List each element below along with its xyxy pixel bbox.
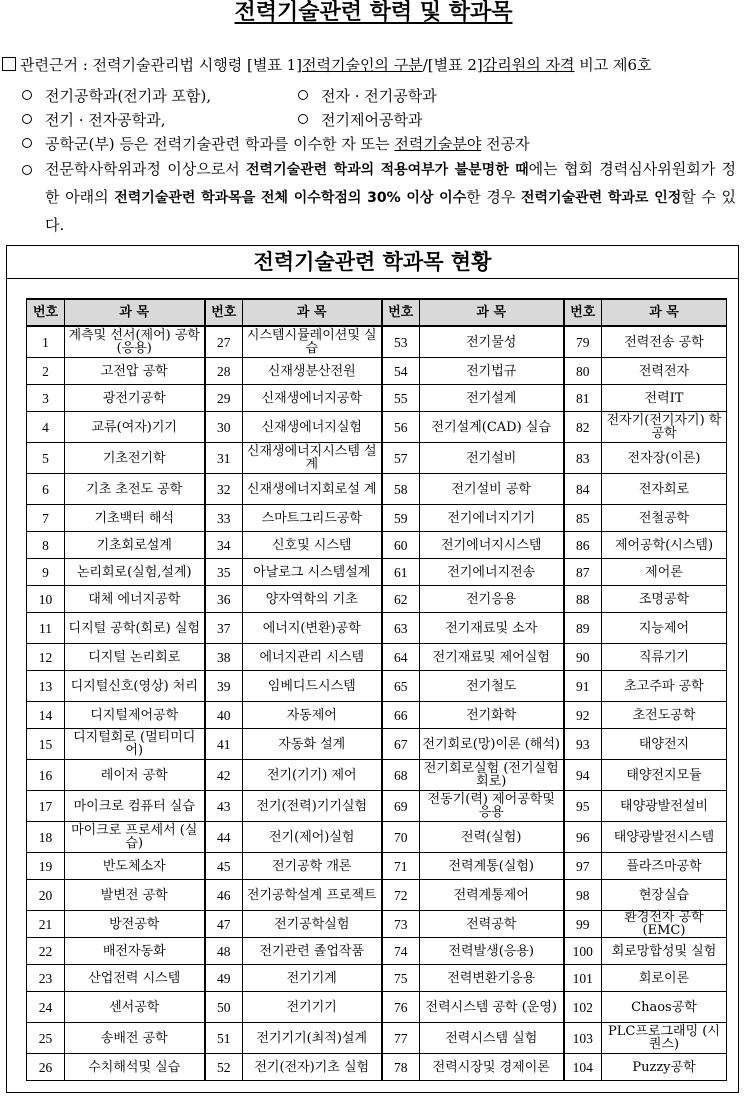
subject-name: 신재생에너지시스템 설계: [243, 443, 382, 474]
subject-number: 75: [382, 965, 420, 992]
subject-name: 디지털제어공학: [65, 702, 205, 729]
table-row: [27, 853, 727, 880]
subject-number: 43: [205, 791, 243, 822]
subject-number: 82: [564, 412, 602, 443]
subject-number: 70: [382, 822, 420, 853]
table-row: [27, 586, 727, 613]
subject-name: 광전기공학: [65, 385, 205, 412]
subject-name: 태양전지: [602, 729, 727, 760]
subject-name: 전력전송 공학: [602, 326, 727, 358]
subject-name: 전기화학: [420, 702, 564, 729]
table-row: [27, 474, 727, 505]
subject-name: 기초백터 해석: [65, 505, 205, 532]
table-row: [27, 326, 727, 358]
subject-name: 송배전 공학: [65, 1023, 205, 1054]
subject-number: 101: [564, 965, 602, 992]
subject-name: 신재생에너지실험: [243, 412, 382, 443]
circle-bullet-icon: [22, 138, 32, 148]
subject-number: 95: [564, 791, 602, 822]
subject-name: 전철공학: [602, 505, 727, 532]
subject-number: 77: [382, 1023, 420, 1054]
subject-number: 91: [564, 671, 602, 702]
subject-number: 55: [382, 385, 420, 412]
subject-name: 전기관련 졸업작품: [243, 938, 382, 965]
subject-number: 7: [27, 505, 65, 532]
table-row: [27, 505, 727, 532]
subject-number: 20: [27, 880, 65, 911]
header-subject: 과 목: [243, 299, 382, 326]
subject-name: 전력계통제어: [420, 880, 564, 911]
subject-number: 1: [27, 326, 65, 358]
subject-number: 9: [27, 559, 65, 586]
table-row: [27, 938, 727, 965]
subject-number: 89: [564, 613, 602, 644]
circle-bullet-icon: [22, 165, 32, 175]
subject-name: PLC프로그래밍 (시퀀스): [602, 1023, 727, 1054]
subject-number: 4: [27, 412, 65, 443]
subject-number: 94: [564, 760, 602, 791]
subject-number: 14: [27, 702, 65, 729]
header-no: 번호: [27, 299, 65, 326]
subject-number: 47: [205, 911, 243, 938]
subject-name: 전력시스템 공학 (운영): [420, 992, 564, 1023]
subject-name: 태양전지모듈: [602, 760, 727, 791]
subject-number: 99: [564, 911, 602, 938]
subject-name: 아날로그 시스템설계: [243, 559, 382, 586]
subject-name: 전자기(전기자기) 학 공학: [602, 412, 727, 443]
subject-number: 100: [564, 938, 602, 965]
subject-name: 지능제어: [602, 613, 727, 644]
subject-number: 58: [382, 474, 420, 505]
subject-name: 전기공학실험: [243, 911, 382, 938]
subject-number: 92: [564, 702, 602, 729]
subject-number: 25: [27, 1023, 65, 1054]
subject-number: 76: [382, 992, 420, 1023]
table-row: [27, 385, 727, 412]
subject-name: 전자장(이론): [602, 443, 727, 474]
subject-name: 초전도공학: [602, 702, 727, 729]
subject-name: 플라즈마공학: [602, 853, 727, 880]
subject-name: 임베디드시스템: [243, 671, 382, 702]
subject-name: 환경전자 공학(EMC): [602, 911, 727, 938]
subject-number: 8: [27, 532, 65, 559]
subject-table: [26, 298, 727, 1081]
subject-name: 전기(전자)기초 실험: [243, 1054, 382, 1081]
subject-name: 에너지(변환)공학: [243, 613, 382, 644]
subject-name: 에너지관리 시스템: [243, 644, 382, 671]
subject-number: 102: [564, 992, 602, 1023]
subject-name: 전력공학: [420, 911, 564, 938]
circle-bullet-icon: [298, 90, 308, 100]
subject-number: 85: [564, 505, 602, 532]
subject-name: 전기에너지시스템: [420, 532, 564, 559]
subject-number: 54: [382, 358, 420, 385]
subject-name: 디지털신호(영상) 처리: [65, 671, 205, 702]
subject-name: Puzzy공학: [602, 1054, 727, 1081]
subject-number: 32: [205, 474, 243, 505]
subject-number: 48: [205, 938, 243, 965]
subject-name: 전기공학 개론: [243, 853, 382, 880]
subject-number: 62: [382, 586, 420, 613]
subject-number: 64: [382, 644, 420, 671]
header-subject: 과 목: [602, 299, 727, 326]
subject-name: 전기에너지전송: [420, 559, 564, 586]
subject-name: 마이크로 프로세서 (실습): [65, 822, 205, 853]
subject-number: 33: [205, 505, 243, 532]
subject-number: 6: [27, 474, 65, 505]
subject-name: 전기설계: [420, 385, 564, 412]
subject-name: 제어론: [602, 559, 727, 586]
subject-name: 디지털회로 (멀티미디어): [65, 729, 205, 760]
subject-name: 전력IT: [602, 385, 727, 412]
table-row: [27, 671, 727, 702]
subject-number: 38: [205, 644, 243, 671]
table-row: [27, 1054, 727, 1081]
subject-number: 29: [205, 385, 243, 412]
subject-number: 72: [382, 880, 420, 911]
subject-number: 12: [27, 644, 65, 671]
subject-name: 대체 에너지공학: [65, 586, 205, 613]
table-row: [27, 880, 727, 911]
subject-name: 전기기기: [243, 992, 382, 1023]
subject-number: 53: [382, 326, 420, 358]
subject-number: 22: [27, 938, 65, 965]
subject-number: 88: [564, 586, 602, 613]
subject-name: 전력전자: [602, 358, 727, 385]
subject-number: 41: [205, 729, 243, 760]
subject-number: 15: [27, 729, 65, 760]
subject-name: 초고주파 공학: [602, 671, 727, 702]
circle-bullet-icon: [22, 90, 32, 100]
subject-number: 34: [205, 532, 243, 559]
table-row: [27, 992, 727, 1023]
subject-name: 현장실습: [602, 880, 727, 911]
subject-number: 71: [382, 853, 420, 880]
subject-number: 42: [205, 760, 243, 791]
subject-name: 조명공학: [602, 586, 727, 613]
subject-number: 90: [564, 644, 602, 671]
table-row: [27, 443, 727, 474]
subject-number: 69: [382, 791, 420, 822]
subject-name: 전기기기(최적)설계: [243, 1023, 382, 1054]
list-item: 전자 · 전기공학과: [298, 84, 437, 108]
subject-name: 태양광발전시스템: [602, 822, 727, 853]
subject-number: 35: [205, 559, 243, 586]
subject-name: 기초 초전도 공학: [65, 474, 205, 505]
subject-number: 11: [27, 613, 65, 644]
subject-number: 28: [205, 358, 243, 385]
subject-number: 66: [382, 702, 420, 729]
subject-name: 스마트그리드공학: [243, 505, 382, 532]
subject-name: 전력(실험): [420, 822, 564, 853]
page-title: 전력기술관련 학력 및 학과목: [234, 0, 513, 25]
subject-name: 양자역학의 기초: [243, 586, 382, 613]
subject-number: 10: [27, 586, 65, 613]
list-item: 공학군(부) 등은 전력기술관련 학과를 이수한 자 또는 전력기술분야 전공자: [22, 132, 734, 156]
subject-name: 전동기(력) 제어공학및 응용: [420, 791, 564, 822]
subject-name: 전기(제어)실험: [243, 822, 382, 853]
subject-number: 104: [564, 1054, 602, 1081]
subject-name: 센서공학: [65, 992, 205, 1023]
subject-number: 80: [564, 358, 602, 385]
header-no: 번호: [564, 299, 602, 326]
table-row: [27, 822, 727, 853]
subject-name: 전기법규: [420, 358, 564, 385]
subject-number: 50: [205, 992, 243, 1023]
subject-number: 65: [382, 671, 420, 702]
table-row: [27, 791, 727, 822]
header-subject: 과 목: [65, 299, 205, 326]
subject-name: 전기에너지기기: [420, 505, 564, 532]
subject-name: 반도체소자: [65, 853, 205, 880]
subject-name: 산업전력 시스템: [65, 965, 205, 992]
subject-name: 전기(기기) 제어: [243, 760, 382, 791]
subject-name: 전기설비 공학: [420, 474, 564, 505]
subject-number: 83: [564, 443, 602, 474]
subject-name: 전기설비: [420, 443, 564, 474]
link-supervisor-qualification: 감리원의 자격: [482, 56, 575, 74]
subject-name: 계측및 선서(제어) 공학(응용): [65, 326, 205, 358]
subject-number: 96: [564, 822, 602, 853]
list-item: 전기 · 전자공학과,: [22, 108, 166, 132]
subject-number: 13: [27, 671, 65, 702]
subject-name: 레이저 공학: [65, 760, 205, 791]
subject-name: 전기회로실험 (전기실험회로): [420, 760, 564, 791]
circle-bullet-icon: [298, 114, 308, 124]
subject-number: 26: [27, 1054, 65, 1081]
table-row: [27, 532, 727, 559]
subject-name: 수치해석및 실습: [65, 1054, 205, 1081]
subject-number: 63: [382, 613, 420, 644]
subject-name: 전력발생(응용): [420, 938, 564, 965]
subject-name: 디지털 공학(회로) 실험: [65, 613, 205, 644]
subject-name: 회로망합성및 실험: [602, 938, 727, 965]
subject-number: 31: [205, 443, 243, 474]
table-row: [27, 729, 727, 760]
header-no: 번호: [382, 299, 420, 326]
subject-number: 16: [27, 760, 65, 791]
subject-name: 태양광발전설비: [602, 791, 727, 822]
subject-name: 전기(전력)기기실험: [243, 791, 382, 822]
subject-number: 103: [564, 1023, 602, 1054]
table-row: [27, 1023, 727, 1054]
subject-name: 회로이론: [602, 965, 727, 992]
subject-number: 18: [27, 822, 65, 853]
table-header-row: [27, 299, 727, 326]
subject-name: 교류(여자)기기: [65, 412, 205, 443]
subject-number: 84: [564, 474, 602, 505]
subject-name: 전기기계: [243, 965, 382, 992]
table-row: [27, 559, 727, 586]
subject-name: 전력시장및 경제이론: [420, 1054, 564, 1081]
subject-name: 직류기기: [602, 644, 727, 671]
subject-name: 제어공학(시스템): [602, 532, 727, 559]
subject-number: 23: [27, 965, 65, 992]
subject-name: 전기재료및 제어실험: [420, 644, 564, 671]
subject-number: 57: [382, 443, 420, 474]
table-row: [27, 613, 727, 644]
subject-number: 40: [205, 702, 243, 729]
subject-number: 27: [205, 326, 243, 358]
subject-number: 81: [564, 385, 602, 412]
header-subject: 과 목: [420, 299, 564, 326]
subject-name: 전력계통(실험): [420, 853, 564, 880]
subject-number: 44: [205, 822, 243, 853]
table-row: [27, 760, 727, 791]
subject-number: 86: [564, 532, 602, 559]
subject-number: 3: [27, 385, 65, 412]
subject-number: 98: [564, 880, 602, 911]
subject-name: 시스템시뮬레이션및 실습: [243, 326, 382, 358]
table-row: [27, 358, 727, 385]
subject-number: 52: [205, 1054, 243, 1081]
subject-number: 36: [205, 586, 243, 613]
subject-number: 68: [382, 760, 420, 791]
header-no: 번호: [205, 299, 243, 326]
subject-name: 기초전기학: [65, 443, 205, 474]
table-row: [27, 644, 727, 671]
subject-name: 전자회로: [602, 474, 727, 505]
table-row: [27, 702, 727, 729]
checkbox-icon: [2, 57, 16, 71]
subject-number: 21: [27, 911, 65, 938]
subject-number: 60: [382, 532, 420, 559]
subject-number: 30: [205, 412, 243, 443]
subject-number: 39: [205, 671, 243, 702]
subject-number: 97: [564, 853, 602, 880]
subject-number: 17: [27, 791, 65, 822]
subject-name: 신호및 시스템: [243, 532, 382, 559]
subject-name: 전기재료및 소자: [420, 613, 564, 644]
table-title: 전력기술관련 학과목 현황: [7, 246, 738, 279]
subject-number: 87: [564, 559, 602, 586]
subject-name: 방전공학: [65, 911, 205, 938]
subject-name: 배전자동화: [65, 938, 205, 965]
link-engineer-classification: 전력기술인의 구분: [301, 56, 423, 74]
subject-name: 발변전 공학: [65, 880, 205, 911]
subject-number: 46: [205, 880, 243, 911]
subject-number: 67: [382, 729, 420, 760]
subject-number: 73: [382, 911, 420, 938]
subject-name: 전기응용: [420, 586, 564, 613]
subject-name: 전기철도: [420, 671, 564, 702]
subject-number: 51: [205, 1023, 243, 1054]
table-row: [27, 965, 727, 992]
list-item-condition: 전문학사학위과정 이상으로서 전력기술관련 학과의 적용여부가 불분명한 때에는 협회 경력심사위원회가 정한 아래의 전력기술관련 학과목을 전체 이수학점의 30% 이상 이수한 경우 전력기술관련 학과로 인정할 수 있다.: [22, 156, 736, 239]
subject-name: 기초회로설계: [65, 532, 205, 559]
subject-name: 전기설계(CAD) 실습: [420, 412, 564, 443]
table-row: [27, 412, 727, 443]
subject-number: 59: [382, 505, 420, 532]
subject-name: 신재생에너지공학: [243, 385, 382, 412]
subject-name: 전력변환기응용: [420, 965, 564, 992]
list-item: 전기제어공학과: [298, 108, 422, 132]
subject-number: 78: [382, 1054, 420, 1081]
subject-number: 37: [205, 613, 243, 644]
subject-name: 마이크로 컴퓨터 실습: [65, 791, 205, 822]
subject-number: 93: [564, 729, 602, 760]
legal-basis: 관련근거 : 전력기술관리법 시행령 [별표 1]전력기술인의 구분/[별표 2]감리원의 자격 비고 제6호: [2, 54, 744, 76]
subject-name: 전기물성: [420, 326, 564, 358]
table-row: [27, 911, 727, 938]
circle-bullet-icon: [22, 114, 32, 124]
subject-number: 45: [205, 853, 243, 880]
subject-name: 전기공학설계 프로젝트: [243, 880, 382, 911]
subject-name: 자동제어: [243, 702, 382, 729]
subject-number: 79: [564, 326, 602, 358]
subject-name: 전력시스템 실험: [420, 1023, 564, 1054]
subject-name: 디지털 논리회로: [65, 644, 205, 671]
subject-name: 고전압 공학: [65, 358, 205, 385]
subject-number: 61: [382, 559, 420, 586]
subject-name: 신재생에너지회로설 계: [243, 474, 382, 505]
subject-number: 49: [205, 965, 243, 992]
subject-number: 2: [27, 358, 65, 385]
subject-name: 신재생분산전원: [243, 358, 382, 385]
list-item: 전기공학과(전기과 포함),: [22, 84, 211, 108]
subject-table-panel: [6, 245, 739, 1093]
subject-name: 논리회로(실험,설계): [65, 559, 205, 586]
subject-name: Chaos공학: [602, 992, 727, 1023]
subject-number: 74: [382, 938, 420, 965]
subject-name: 자동화 설계: [243, 729, 382, 760]
subject-number: 19: [27, 853, 65, 880]
subject-number: 24: [27, 992, 65, 1023]
subject-number: 56: [382, 412, 420, 443]
subject-number: 5: [27, 443, 65, 474]
subject-name: 전기회로(망)이론 (해석): [420, 729, 564, 760]
